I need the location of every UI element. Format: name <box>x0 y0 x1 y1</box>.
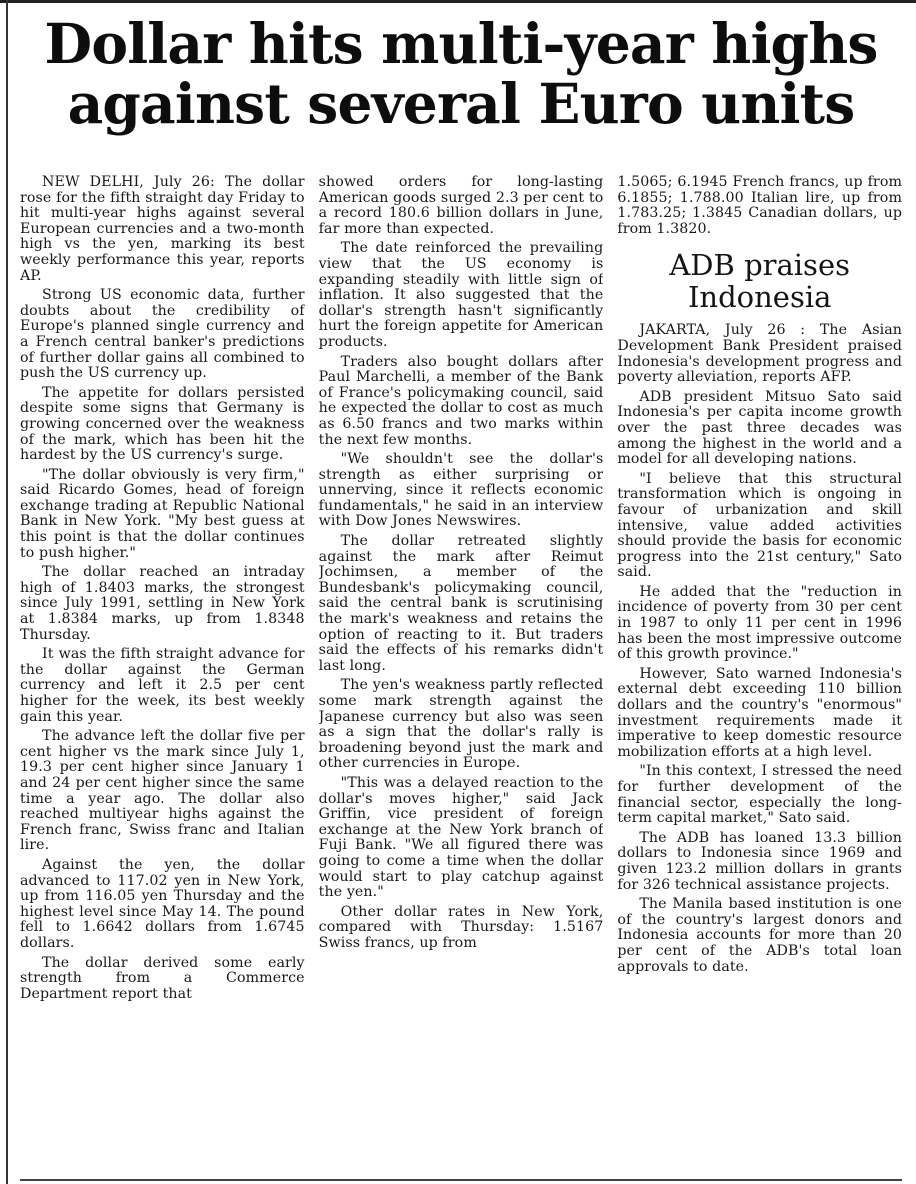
paragraph: "In this context, I stressed the need for further development of the financial sector, especially the long-term capital market," Sato said. <box>617 763 903 827</box>
paragraph: He added that the "reduction in incidence of poverty from 30 per cent in 1987 to only 11 per cent in 1996 has been the most impressive outcome of this growth province." <box>617 583 903 663</box>
paragraph: showed orders for long-lasting American goods surged 2.3 per cent to a record 180.6 billion dollars in June, far more than expected. <box>318 175 604 237</box>
paragraph: The ADB has loaned 13.3 billion dollars to Indonesia since 1969 and given 123.2 million dollars in grants for 326 technical assistance projects. <box>617 829 903 893</box>
left-rule <box>6 0 8 1184</box>
paragraph: ADB president Mitsuo Sato said Indonesia's per capita income growth over the past three decades was among the highest in the world and a model for all developing nations. <box>617 388 903 468</box>
column-1 <box>20 175 305 1176</box>
sub-article-title-line-1: ADB praises <box>669 248 850 283</box>
paragraph: The dollar reached an intraday high of 1.8403 marks, the strongest since July 1991, settling in New York at 1.8384 marks, up from 1.8348 Thursday. <box>20 564 305 643</box>
paragraph: The Manila based institution is one of the country's largest donors and Indonesia accounts for more than 20 per cent of the ADB's total loan approvals to date. <box>617 896 903 975</box>
top-rule <box>0 0 916 3</box>
paragraph: Traders also bought dollars after Paul Marchelli, a member of the Bank of France's policymaking council, said he expected the dollar to cost as much as 6.50 francs and two marks within the next few months. <box>318 353 604 448</box>
paragraph: The dollar derived some early strength from a Commerce Department report that <box>20 954 305 1002</box>
sub-article-title <box>617 249 902 313</box>
paragraph: 1.5065; 6.1945 French francs, up from 6.1855; 1.788.00 Italian lire, up from 1.783.25; 1.3845 Canadian dollars, up from 1.3820. <box>617 175 903 237</box>
paragraph: The date reinforced the prevailing view that the US economy is expanding steadily with little sign of inflation. It also suggested that the dollar's strength hasn't significantly hurt the foreign appetite for American products. <box>318 240 604 350</box>
paragraph: The yen's weakness partly reflected some mark strength against the Japanese currency but also was seen as a sign that the dollar's rally is broadening beyond just the mark and other currencies in Europe. <box>318 677 604 772</box>
article-columns <box>20 175 902 1176</box>
bottom-rule <box>20 1179 902 1181</box>
paragraph: "The dollar obviously is very firm," said Ricardo Gomes, head of foreign exchange trading at Republic National Bank in New York. "My best guess at this point is that the dollar continues to push higher." <box>20 466 305 561</box>
paragraph: Other dollar rates in New York, compared with Thursday: 1.5167 Swiss francs, up from <box>318 903 604 951</box>
paragraph: NEW DELHI, July 26: The dollar rose for the fifth straight day Friday to hit multi-year highs against several European currencies and a two-month high vs the yen, marking its best weekly performance this year, reports AP. <box>20 175 305 284</box>
paragraph: It was the fifth straight advance for the dollar against the German currency and left it 2.5 per cent higher for the week, its best weekly gain this year. <box>20 646 305 725</box>
column-3 <box>617 175 902 1176</box>
paragraph: JAKARTA, July 26 : The Asian Development Bank President praised Indonesia's development progress and poverty alleviation, reports AFP. <box>617 322 903 386</box>
headline <box>20 0 902 134</box>
paragraph: The advance left the dollar five per cent higher vs the mark since July 1, 19.3 per cent higher since January 1 and 24 per cent higher since the same time a year ago. The dollar also reached multiyear highs against the French franc, Swiss franc and Italian lire. <box>20 728 305 854</box>
paragraph: However, Sato warned Indonesia's external debt exceeding 110 billion dollars and the country's "enormous" investment requirements made it imperative to keep domestic resource mobilization efforts at a high level. <box>617 665 903 760</box>
paragraph: "I believe that this structural transformation which is ongoing in favour of urbanization and skill intensive, value added activities should provide the basis for economic progress into the 21st century," Sato said. <box>617 470 903 581</box>
paragraph: "We shouldn't see the dollar's strength as either surprising or unnerving, since it reflects economic fundamentals," he said in an interview with Dow Jones Newswires. <box>318 451 604 530</box>
sub-article-title-line-2: Indonesia <box>687 280 832 315</box>
column-2 <box>319 175 604 1176</box>
paragraph: Strong US economic data, further doubts about the credibility of Europe's planned single currency and a French central banker's predictions of further dollar gains all combined to push the US currency up. <box>20 287 305 382</box>
paragraph: The appetite for dollars persisted despite some signs that Germany is growing concerned over the weakness of the mark, which has been hit the hardest by the US currency's surge. <box>20 384 305 464</box>
headline-line-1: Dollar hits multi-year highs <box>44 11 878 76</box>
headline-line-2: against several Euro units <box>67 71 855 136</box>
paragraph: "This was a delayed reaction to the dollar's moves higher," said Jack Griffin, vice president of foreign exchange at the New York branch of Fuji Bank. "We all figured there was going to come a time when the dollar would start to play catchup against the yen." <box>318 774 604 901</box>
paragraph: The dollar retreated slightly against the mark after Reimut Jochimsen, a member of the Bundesbank's policymaking council, said the central bank is scrutinising the mark's weakness and retains the option of reacting to it. But traders said the effects of his remarks didn't last long. <box>318 533 604 674</box>
paragraph: Against the yen, the dollar advanced to 117.02 yen in New York, up from 116.05 yen Thursday and the highest level since May 14. The pound fell to 1.6642 dollars from 1.6745 dollars. <box>20 856 305 951</box>
